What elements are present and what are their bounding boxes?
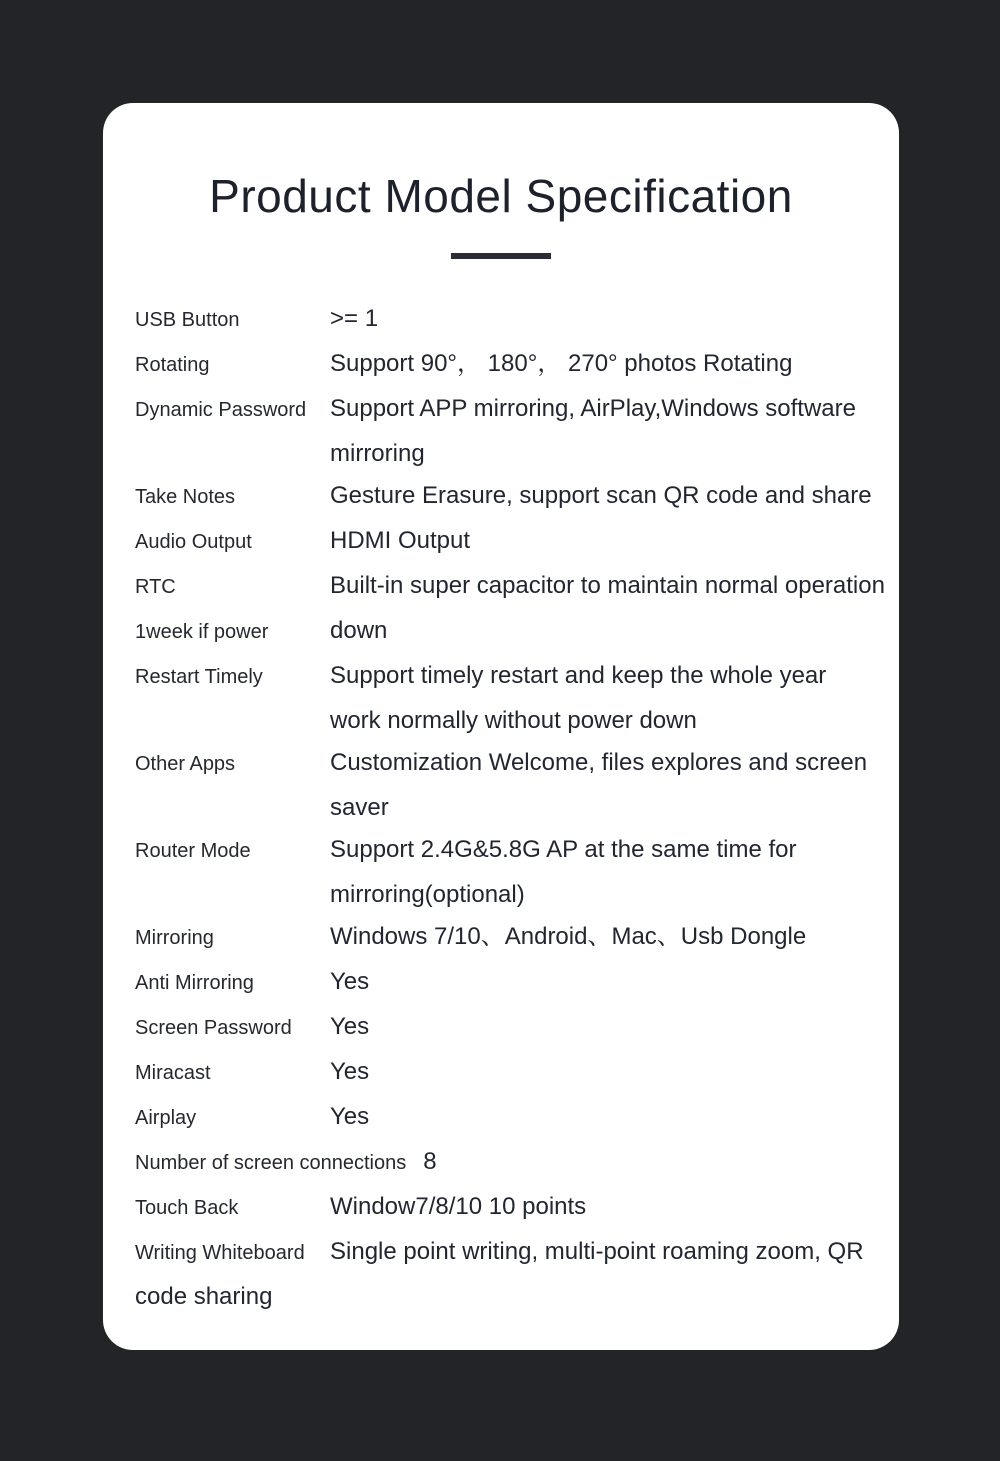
spec-label: Audio Output bbox=[135, 531, 252, 553]
spec-label: Mirroring bbox=[135, 927, 214, 949]
spec-row bbox=[135, 1186, 879, 1231]
spec-value: Yes bbox=[330, 1058, 370, 1085]
spec-label: Writing Whiteboard bbox=[135, 1242, 305, 1264]
spec-value: Yes bbox=[330, 1013, 370, 1040]
spec-value: Gesture Erasure, support scan QR code and share bbox=[330, 482, 872, 509]
spec-value: Support 90°， 180°， 270° photos Rotating bbox=[330, 350, 793, 377]
spec-list bbox=[135, 298, 885, 1318]
spec-label: Rotating bbox=[135, 354, 210, 376]
spec-row bbox=[135, 343, 879, 388]
page-title: Product Model Specification bbox=[209, 170, 793, 222]
spec-value: Window7/8/10 10 points bbox=[330, 1193, 587, 1220]
spec-value: Support APP mirroring, AirPlay,Windows software bbox=[330, 395, 856, 422]
spec-label: Miracast bbox=[135, 1062, 211, 1084]
spec-label: Dynamic Password bbox=[135, 399, 307, 421]
spec-value-continuation: saver bbox=[330, 794, 389, 821]
spec-row bbox=[135, 565, 885, 610]
spec-value: >= 1 bbox=[330, 305, 379, 332]
spec-label: 1week if power bbox=[135, 621, 269, 643]
spec-value: Yes bbox=[330, 1103, 370, 1130]
spec-row bbox=[135, 961, 879, 1006]
spec-value: Single point writing, multi-point roaming zoom, QR bbox=[330, 1238, 864, 1265]
spec-card bbox=[103, 103, 899, 1350]
spec-label: Take Notes bbox=[135, 486, 236, 508]
spec-label: Touch Back bbox=[135, 1197, 239, 1219]
spec-row bbox=[135, 1231, 879, 1276]
spec-row bbox=[135, 520, 879, 565]
spec-value: Windows 7/10、Android、Mac、Usb Dongle bbox=[330, 923, 807, 950]
spec-label: Router Mode bbox=[135, 840, 251, 862]
spec-value: Customization Welcome, files explores and screen bbox=[330, 749, 868, 776]
spec-label: USB Button bbox=[135, 309, 240, 331]
spec-value: HDMI Output bbox=[330, 527, 471, 554]
spec-row bbox=[135, 1141, 879, 1186]
spec-label: Number of screen connections bbox=[135, 1152, 407, 1174]
spec-label: Screen Password bbox=[135, 1017, 292, 1039]
spec-value: 8 bbox=[423, 1148, 437, 1175]
spec-value: Support timely restart and keep the whole year bbox=[330, 662, 827, 689]
spec-label: Restart Timely bbox=[135, 666, 263, 688]
spec-value: down bbox=[330, 617, 388, 644]
spec-row bbox=[135, 1096, 879, 1141]
spec-row bbox=[135, 829, 879, 874]
spec-row bbox=[135, 388, 879, 433]
spec-row bbox=[135, 610, 879, 655]
spec-row bbox=[135, 655, 879, 700]
spec-row bbox=[135, 916, 879, 961]
spec-value: Yes bbox=[330, 968, 370, 995]
spec-value-continuation: work normally without power down bbox=[330, 707, 697, 734]
spec-row bbox=[135, 1006, 879, 1051]
spec-value-continuation: mirroring(optional) bbox=[330, 881, 525, 908]
spec-row bbox=[135, 298, 879, 343]
spec-label: RTC bbox=[135, 576, 176, 598]
spec-value: Support 2.4G&5.8G AP at the same time for bbox=[330, 836, 797, 863]
spec-label: Airplay bbox=[135, 1107, 197, 1129]
spec-row bbox=[135, 475, 879, 520]
spec-value: Built-in super capacitor to maintain normal operation bbox=[330, 572, 885, 599]
spec-row bbox=[135, 742, 879, 787]
spec-label: Anti Mirroring bbox=[135, 972, 254, 994]
title-divider bbox=[451, 253, 551, 259]
spec-value-continuation: code sharing bbox=[135, 1283, 273, 1310]
spec-label: Other Apps bbox=[135, 753, 236, 775]
spec-row bbox=[135, 1051, 879, 1096]
spec-value-continuation: mirroring bbox=[330, 440, 425, 467]
